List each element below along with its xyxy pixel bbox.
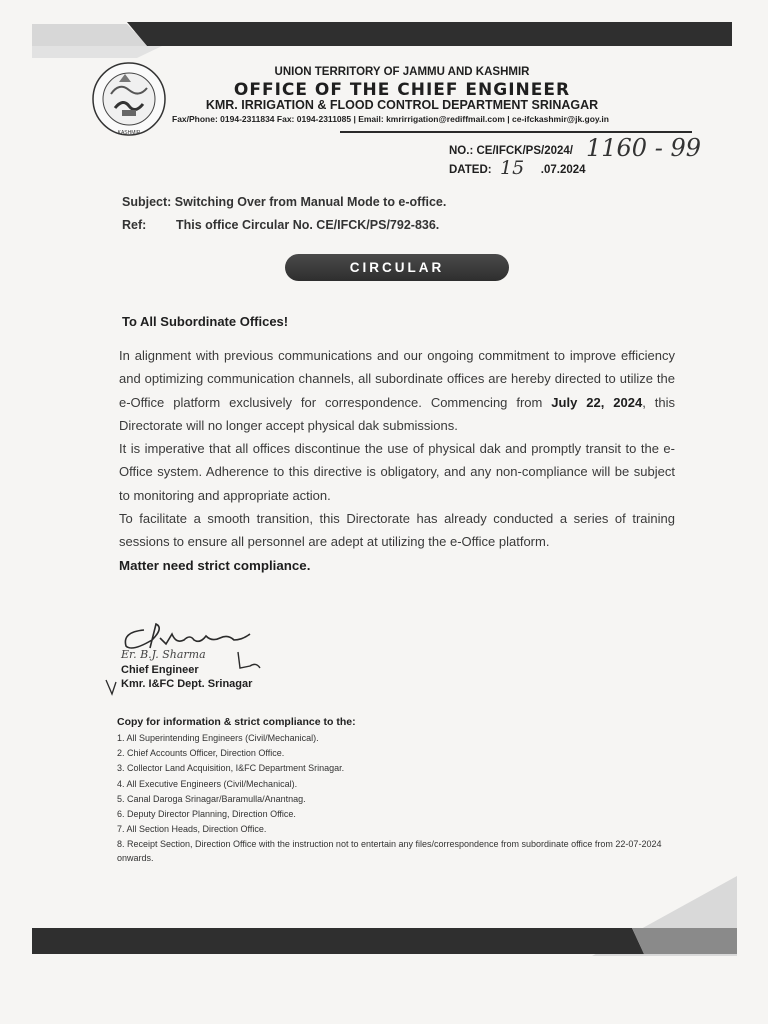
dated-label: DATED:	[449, 164, 492, 176]
dated-month-year: .07.2024	[540, 164, 586, 176]
salutation: To All Subordinate Offices!	[122, 314, 289, 329]
ut-heading: UNION TERRITORY OF JAMMU AND KASHMIR	[274, 66, 530, 78]
compliance-note: Matter need strict compliance.	[119, 557, 311, 573]
circular-title: CIRCULAR	[285, 254, 509, 281]
reference-number	[449, 145, 573, 157]
copy-list	[117, 731, 677, 865]
body-p1-start: In alignment with previous communications and our ongoing commitment to improve efficiency and optimizing communication channels, all subordinate offices are hereby directed to utilize the e-Office platform exclusively for correspondence. Commencing from	[119, 348, 675, 410]
list-item: 7. All Section Heads, Direction Office.	[117, 824, 267, 835]
bottom-decorative-band	[32, 876, 737, 956]
copy-heading: Copy for information & strict compliance to the:	[117, 716, 356, 728]
list-item: 2. Chief Accounts Officer, Direction Office.	[117, 748, 285, 759]
list-item: 8. Receipt Section, Direction Office with the instruction not to entertain any files/correspondence from subordinate office from 22-07-2024 onwards.	[117, 839, 662, 864]
circular-body	[119, 344, 675, 577]
svg-text:KASHMIR: KASHMIR	[117, 130, 141, 136]
contact-line: Fax/Phone: 0194-2311834 Fax: 0194-2311085 | Email: kmrirrigation@rediffmail.com | ce-ifckashmir@jk.goy.in	[172, 114, 609, 124]
signatory-title: Chief Engineer	[121, 664, 199, 676]
subject-line	[122, 195, 446, 209]
list-item: 1. All Superintending Engineers (Civil/Mechanical).	[117, 733, 319, 743]
effective-date: July 22, 2024	[551, 394, 643, 410]
body-paragraph-1	[119, 344, 675, 437]
signatory-name: Er. B.J. Sharma	[121, 648, 206, 661]
subject-label: Subject:	[122, 195, 172, 209]
handwritten-number: 1160 - 99	[586, 134, 701, 162]
list-item: 5. Canal Daroga Srinagar/Baramulla/Anantnag.	[117, 793, 306, 804]
department-heading: KMR. IRRIGATION & FLOOD CONTROL DEPARTMENT SRINAGAR	[205, 98, 599, 112]
reference-number-label: NO.: CE/IFCK/PS/2024/	[449, 145, 573, 157]
header-rule	[340, 131, 692, 133]
subject-text: Switching Over from Manual Mode to e-office.	[174, 195, 447, 209]
office-heading: OFFICE OF THE CHIEF ENGINEER	[233, 80, 571, 100]
list-item: 4. All Executive Engineers (Civil/Mechanical).	[117, 778, 298, 789]
body-paragraph-2: It is imperative that all offices discontinue the use of physical dak and promptly transit to the e-Office system. Adherence to this directive is obligatory, and any non-compliance will be subject to monitoring and appropriate action.	[119, 441, 675, 503]
signatory-department: Kmr. I&FC Dept. Srinagar	[121, 678, 253, 690]
body-p1-end: , this Directorate will no longer accept physical dak submissions.	[119, 394, 675, 433]
handwritten-day: 15	[500, 157, 525, 179]
top-decorative-band	[32, 22, 732, 58]
ref-text: This office Circular No. CE/IFCK/PS/792-836.	[176, 218, 440, 232]
list-item: 3. Collector Land Acquisition, I&FC Department Srinagar.	[117, 763, 345, 774]
list-item: 6. Deputy Director Planning, Direction Office.	[117, 809, 296, 820]
ref-label: Ref:	[122, 218, 147, 232]
body-paragraph-3: To facilitate a smooth transition, this Directorate has already conducted a series of training sessions to ensure all personnel are adept at utilizing the e-Office platform.	[119, 511, 675, 550]
reference-line	[122, 218, 439, 232]
